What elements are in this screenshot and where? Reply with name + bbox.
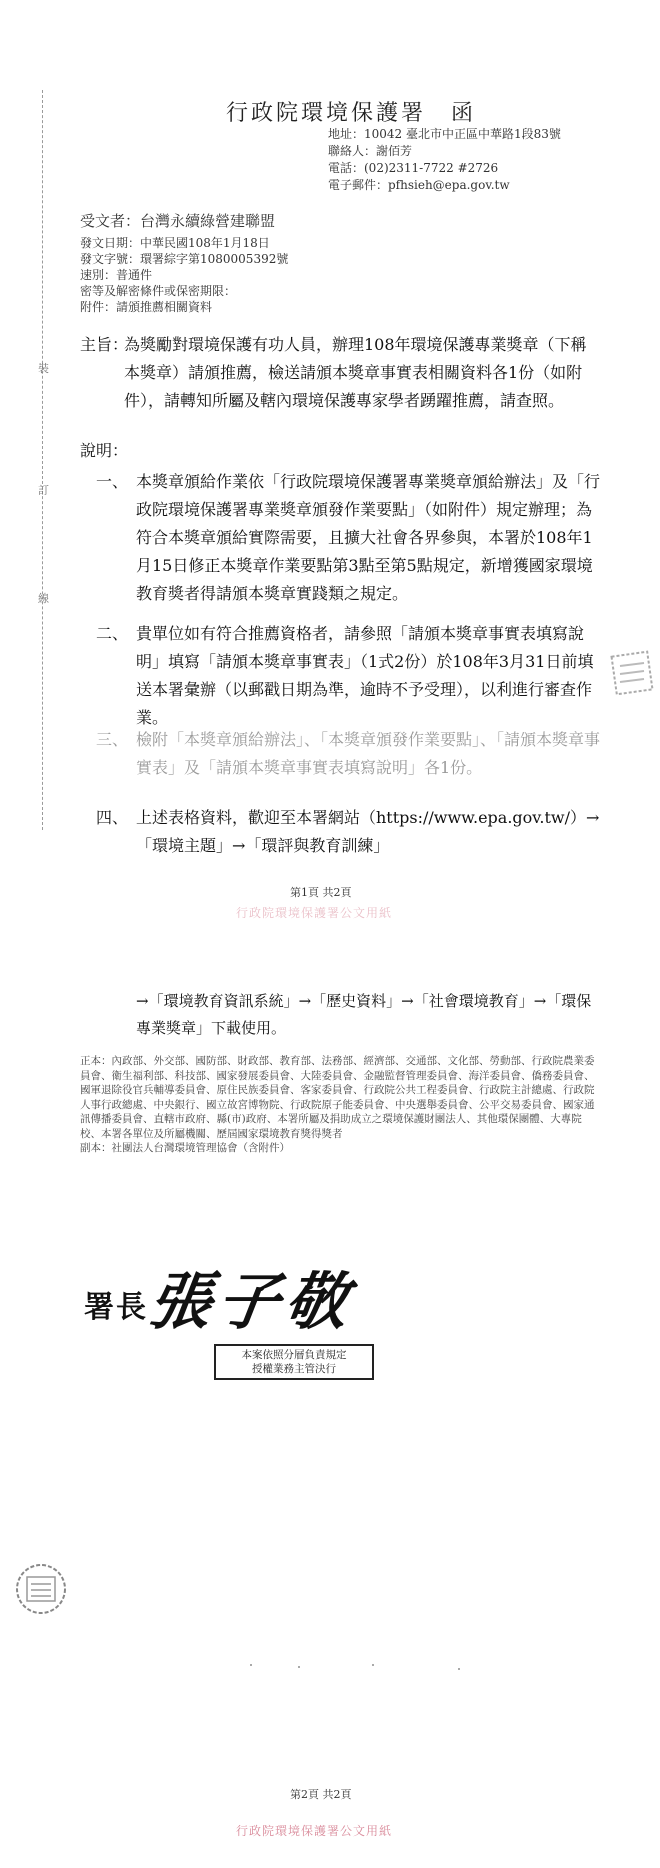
scan-speck bbox=[458, 1668, 460, 1670]
contact-email: 電子郵件：pfhsieh@epa.gov.tw bbox=[328, 178, 510, 192]
item-number: 二、 bbox=[96, 624, 129, 643]
item-number: 四、 bbox=[96, 808, 129, 827]
delegation-line-1: 本案依照分層負責規定 bbox=[241, 1349, 347, 1361]
recipient: 受文者：台灣永續綠營建聯盟 bbox=[80, 212, 276, 230]
delegation-stamp bbox=[214, 1344, 374, 1380]
explain-item-4 bbox=[96, 804, 604, 860]
cc-list: 正本：內政部、外交部、國防部、財政部、教育部、法務部、經濟部、交通部、文化部、勞動部、行政院農業委員會、衛生福利部、科技部、國家發展委員會、大陸委員會、金融監督管理委員會、海洋委員會、僑務委員會、國軍退除役官兵輔導委員會、原住民族委員會、客家委員會、行政院公共工程委員會、行政院主計總處、行政院人事行政總處、中央銀行、國立故宮博物院、行政院原子能委員會、中央選舉委員會、公平交易委員會、國家通訊傳播委員會、直轄市政府、縣(市)政府、本署所屬及捐助成立之環境保護財團法人、其他環保團體、大專院校、本署各單位及所屬機關、歷屆國家環境教育獎得獎者 bbox=[80, 1055, 595, 1140]
contact-block bbox=[328, 126, 561, 194]
meta-block bbox=[80, 213, 288, 315]
item-text: 貴單位如有符合推薦資格者，請參照「請頒本獎章事實表填寫說明」填寫「請頒本獎章事實表」（1式2份）於108年3月31日前填送本署彙辦（以郵戳日期為準，逾時不予受理），以利進行審查作業。 bbox=[136, 624, 594, 727]
margin-mark-bind: 裝 bbox=[38, 362, 49, 375]
copy-to: 副本：社團法人台灣環境管理協會（含附件） bbox=[80, 1142, 290, 1154]
scan-speck bbox=[250, 1664, 252, 1666]
explain-item-3 bbox=[96, 726, 604, 782]
subject-label: 主旨： bbox=[80, 335, 129, 354]
distribution-block bbox=[80, 1054, 600, 1156]
scan-speck bbox=[298, 1666, 300, 1668]
subject bbox=[80, 331, 600, 415]
seal-stamp-icon bbox=[610, 648, 654, 698]
delegation-line-2: 授權業務主管決行 bbox=[252, 1363, 336, 1375]
speed: 速別：普通件 bbox=[80, 268, 153, 282]
item-text: 上述表格資料，歡迎至本署網站（https://www.epa.gov.tw/）→「環境主題」→「環評與教育訓練」 bbox=[136, 808, 600, 855]
subject-text: 為獎勵對環境保護有功人員，辦理108年環境保護專業獎章（下稱本獎章）請頒推薦，檢送請頒本獎章事實表相關資料各1份（如附件），請轉知所屬及轄內環境保護專家學者踴躍推薦，請查照。 bbox=[124, 335, 587, 410]
binding-margin-line bbox=[42, 90, 43, 830]
item-number: 三、 bbox=[96, 730, 129, 749]
explain-item-1 bbox=[96, 468, 604, 608]
scan-speck bbox=[372, 1664, 374, 1666]
page-number-2: 第2頁 共2頁 bbox=[290, 1788, 352, 1801]
contact-phone: 電話：(02)2311-7722 #2726 bbox=[328, 161, 499, 175]
margin-mark-line: 線 bbox=[38, 592, 49, 605]
page-footer-1: 行政院環境保護署公文用紙 bbox=[236, 906, 393, 920]
org-title: 行政院環境保護署 函 bbox=[226, 101, 477, 126]
round-seal-icon bbox=[14, 1562, 68, 1616]
item-text: 本獎章頒給作業依「行政院環境保護署專業獎章頒給辦法」及「行政院環境保護署專業獎章頒發作業要點」（如附件）規定辦理；為符合本獎章頒給實際需要，且擴大社會各界參與，本署於108年1月15日修正本獎章作業要點第3點至第5點規定，新增獲國家環境教育獎者得請頒本獎章實踐類之規定。 bbox=[136, 472, 601, 603]
item-number: 一、 bbox=[96, 472, 129, 491]
signature-title: 署長 bbox=[84, 1290, 148, 1325]
attachment: 附件：請頒推薦相關資料 bbox=[80, 300, 213, 314]
continuation-text: →「環境教育資訊系統」→「歷史資料」→「社會環境教育」→「環保專業獎章」下載使用。 bbox=[136, 992, 592, 1037]
margin-mark-order: 訂 bbox=[38, 484, 49, 497]
item-text: 檢附「本獎章頒給辦法」、「本獎章頒發作業要點」、「請頒本獎章事實表」及「請頒本獎章事實表填寫說明」各1份。 bbox=[136, 730, 601, 777]
issue-date: 發文日期：中華民國108年1月18日 bbox=[80, 236, 270, 250]
page-number-1: 第1頁 共2頁 bbox=[290, 886, 352, 899]
page-footer-2: 行政院環境保護署公文用紙 bbox=[236, 1824, 393, 1838]
secrecy: 密等及解密條件或保密期限： bbox=[80, 284, 237, 298]
contact-address: 地址：10042 臺北市中正區中華路1段83號 bbox=[328, 127, 561, 141]
explain-item-2 bbox=[96, 620, 604, 732]
contact-person: 聯絡人：謝佰芳 bbox=[328, 144, 413, 158]
explain-label: 說明： bbox=[80, 441, 129, 460]
signature-name: 張子敬 bbox=[144, 1265, 359, 1338]
doc-number: 發文字號：環署綜字第1080005392號 bbox=[80, 252, 289, 266]
